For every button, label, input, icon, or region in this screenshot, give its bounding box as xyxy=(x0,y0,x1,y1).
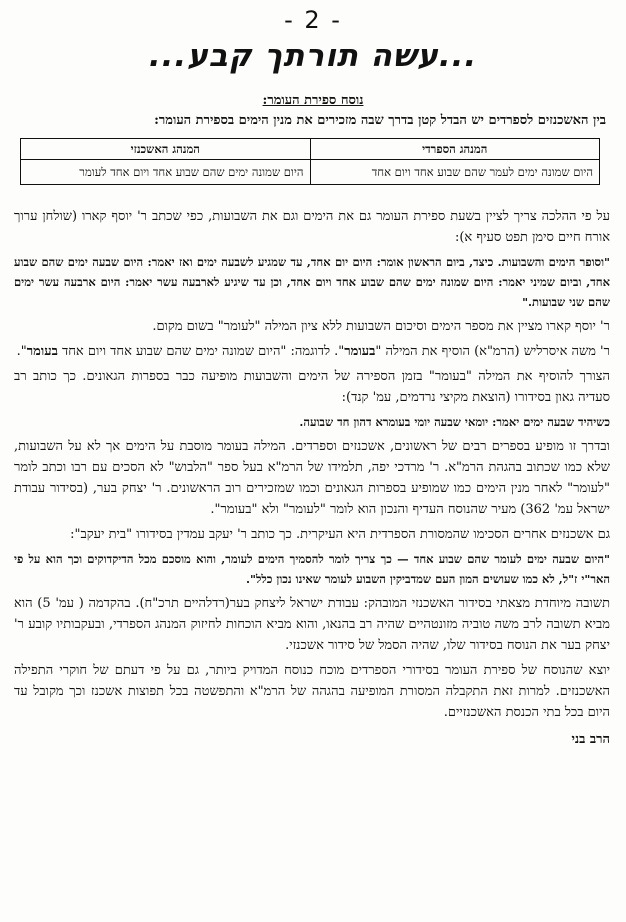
p2b-pre: ר' משה איסרליש (הרמ"א) הוסיף את המילה " xyxy=(375,344,610,359)
p2b-bold2: בעומר xyxy=(26,344,58,359)
page-number: - 2 - xyxy=(284,6,342,34)
table-row xyxy=(21,160,600,185)
paragraph-7: יוצא שהנוסח של ספירת העומר בסידורי הספרדים מוכח כנוסח המדויק ביותר, גם על פי דעתם של חוקרי התפילה האשכנזים. למרות זאת התקבלה המסורת המופיעה בהגהה של הרמ"א והתפשטה בכל תפוצות אשכנז וכך מקובל עד היום בכל בתי הכנסת האשכנזיים. xyxy=(14,663,610,720)
table-header-row xyxy=(21,139,600,160)
article-body xyxy=(14,206,610,750)
paragraph-1: על פי ההלכה צריך לציין בשעת ספירת העומר גם את הימים וגם את השבועות, כפי שכתב ר' יוסף קארו (שולחן ערוך אורח חיים סימן תפט סעיף א): xyxy=(14,209,610,245)
ashkenazi-text: היום שמונה ימים שהם שבוע אחד ויום אחד לעומר xyxy=(21,160,311,185)
paragraph-2a: ר' יוסף קארו מציין את מספר הימים וסיכום השבועות ללא ציון המילה "לעומר" בשום מקום. xyxy=(152,319,610,334)
page-title: ...עשה תורתך קבע... xyxy=(148,38,478,74)
paragraph-5: גם אשכנזים אחרים הסכימו שהמסורת הספרדית היא העיקרית. כך כותב ר' יעקב עמדין בסידורו "בית יעקב": xyxy=(70,527,610,542)
p2b-bold: בעומר xyxy=(344,344,376,359)
comparison-table xyxy=(20,138,600,185)
signature: הרב בני xyxy=(571,732,610,747)
paragraph-3: הצורך להוסיף את המילה "בעומר" בזמן הספירה של הימים והשבועות מופיעה כבר בספרות הגאונים. כך כותב רב סעדיה גאון בסידורו (הוצאת מקיצי נרדמים, עמ' קנד): xyxy=(14,369,610,405)
quote-saadia: כשיהיד שבעה ימים יאמר: יומאי שבעה יומי בעומרא דהון חד שבועה. xyxy=(299,415,610,429)
intro-text: בין האשכנזים לספרדים יש הבדל קטן בדרך שבה מזכירים את מנין הימים בספירת העומר: xyxy=(154,113,606,128)
paragraph-2b xyxy=(14,341,610,362)
sephardi-text: היום שמונה ימים לעמר שהם שבוע אחד ויום אחד xyxy=(310,160,600,185)
quote-emden: "היום שבעה ימים לעומר שהם שבוע אחד — כך צריך לומר להסמיך הימים לעומר, והוא מוסכם מכל הדיקדוקים וכך הוא על פי האר"י ז"ל, לא כמו שעושים המון העם שמדביקין השבוע לעומר שאינו נכון כלל". xyxy=(14,552,610,586)
ashkenazi-header: המנהג האשכנזי xyxy=(21,139,311,160)
sephardi-header: המנהג הספרדי xyxy=(310,139,600,160)
paragraph-6: תשובה מיוחדת מצאתי בסידור האשכנזי המובהק: עבודת ישראל ליצחק בער(רדלהיים תרכ"ח). בהקדמה ( עמ' 5) הוא מביא תשובה לרב משה טוביה מזונטהיים שהיה רב בהנאו, והוא מביא הוכחות לחיזוק המנהג הספרדי, ובעקבותיו קובע ר' יצחק בער את הנוסח בסידור שלו, שהיה הסמל של סידור אשכנזי. xyxy=(14,596,610,653)
p2b-end: ". xyxy=(16,344,27,359)
paragraph-4: ובדרך זו מופיע בספרים רבים של ראשונים, אשכנזים וספרדים. המילה בעומר מוסבת על הימים אך לא על השבועות, שלא כמו שכתוב בהגהת הרמ"א. ר' מרדכי יפה, תלמידו של הרמ"א בעל ספר "הלבוש" לא הסכים עם רבו וכתב לומר "לעומר" לאחר מנין הימים כמו שמופיע בספרות הגאונים וכמו שמזכירים רוב הראשונים. ר' יצחק בער, (בסידור עבודת ישראל עמ' 362) מעיר שהנוסח העדיף והנכון הוא לומר "לעומר" ולא "בעומר". xyxy=(14,439,610,517)
quote-shulchan-aruch: "וסופר הימים והשבועות. כיצד, ביום הראשון אומר: היום יום אחד, עד שמגיע לשבעה ימים ואז יאמר: היום שבעה ימים שהם שבוע אחד, וביום שמיני יאמר: היום שמונה ימים שהם שבוע אחד ויום אחד, וכן עד שיגיע לארבעה עשר יאמר: היום ארבעה עשר ימים שהם שני שבועות." xyxy=(14,255,610,309)
section-heading: נוסח ספירת העומר: xyxy=(262,93,364,108)
p2b-mid: ". לדוגמה: "היום שמונה ימים שהם שבוע אחד ויום אחד xyxy=(57,344,345,359)
